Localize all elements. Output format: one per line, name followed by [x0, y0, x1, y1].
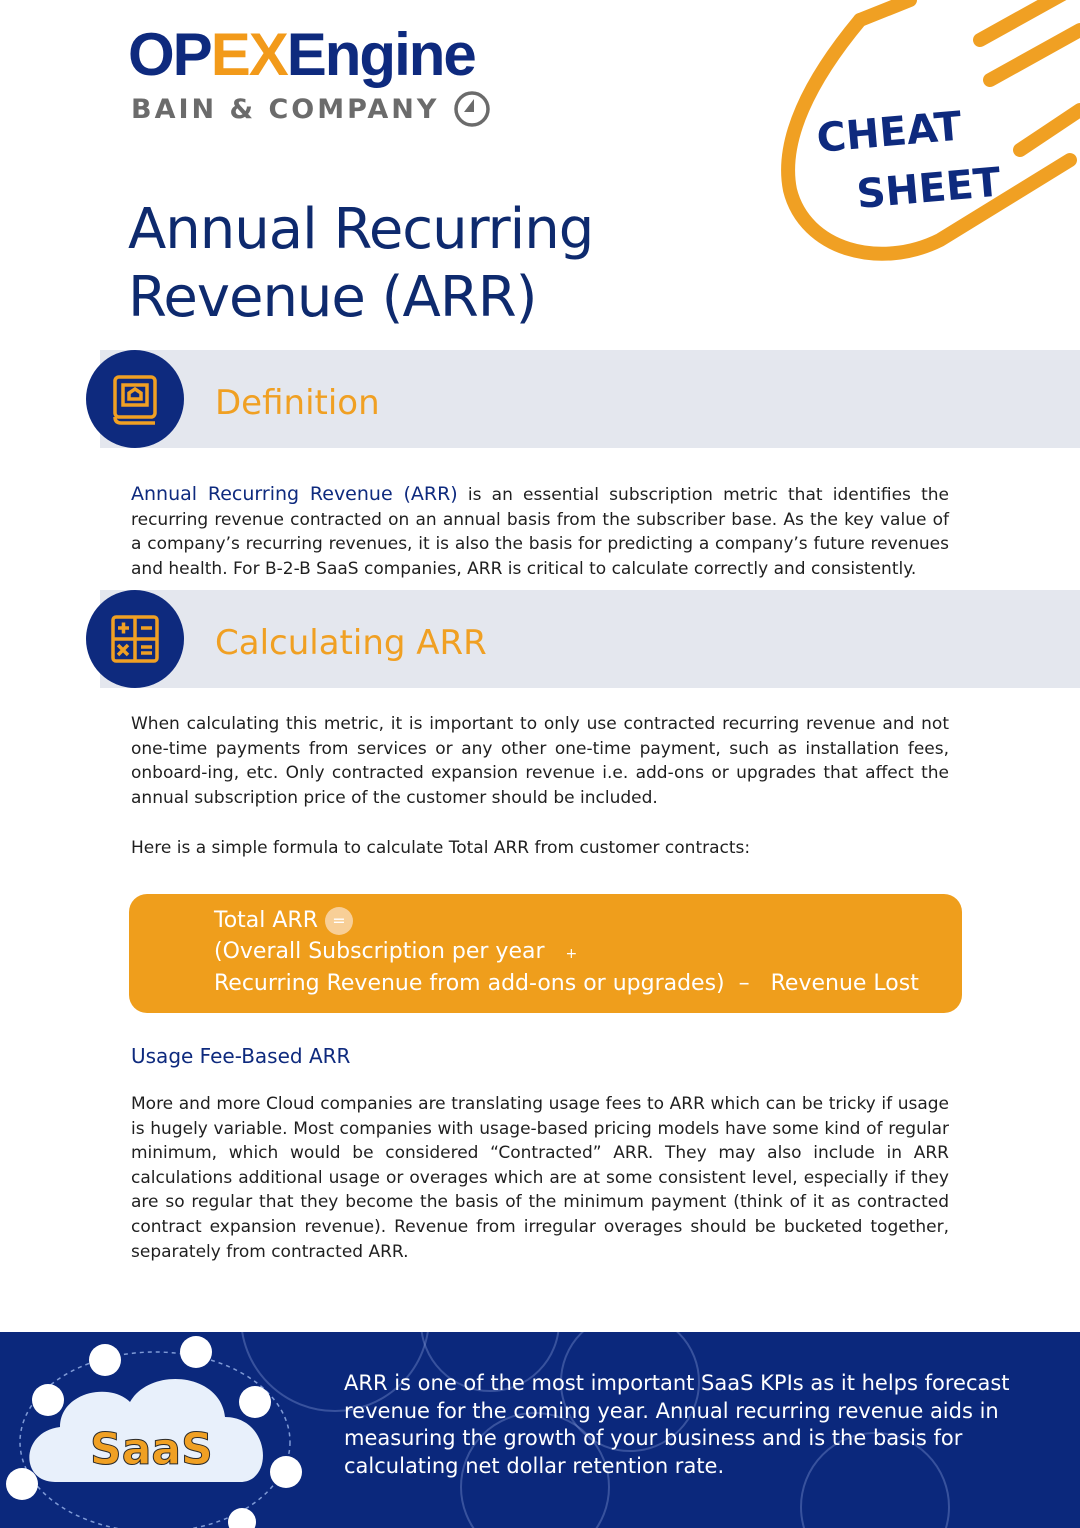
saas-cloud-illustration — [0, 1332, 320, 1528]
logo-text: Engine — [286, 21, 475, 88]
bain-logo — [131, 90, 491, 128]
formula-intro: Here is a simple formula to calculate Total ARR from customer contracts: — [131, 838, 751, 858]
calculating-heading: Calculating ARR — [215, 623, 487, 663]
formula-addons: Recurring Revenue from add-ons or upgrades) — [214, 971, 725, 996]
saas-label: SaaS — [90, 1424, 213, 1475]
bain-logo-icon — [453, 90, 491, 128]
usage-heading: Usage Fee-Based ARR — [131, 1044, 351, 1068]
opexengine-logo — [128, 22, 475, 88]
definition-term: Annual Recurring Revenue (ARR) — [131, 483, 458, 505]
calculating-text: When calculating this metric, it is important to only use contracted recurring revenue and not one-time payments from services or any other one-time payment, such as installation fees, onboard-ing, etc. Only contracted expansion revenue i.e. add-ons or upgrades that affect the annual subscription price of the customer should be included. — [131, 714, 949, 808]
formula-box — [129, 894, 962, 1013]
definition-heading: Definition — [215, 383, 380, 423]
plus-sign: + — [565, 945, 578, 962]
footer-text: ARR is one of the most important SaaS KPIs as it helps forecast revenue for the coming year. Annual recurring revenue aids in measuring the growth of your business and is the basis for calculating net dollar retention rate. — [344, 1371, 1010, 1478]
definition-text — [131, 482, 949, 581]
title-line: Revenue (ARR) — [128, 265, 537, 330]
cheat-label: CHEAT — [814, 103, 964, 162]
bain-logo-text: BAIN & COMPANY — [131, 93, 440, 125]
sheet-label: SHEET — [854, 159, 1003, 218]
definition-body: is an essential subscription metric that identifies the recurring revenue contracted on an annual basis from the subscriber base. As the key value of a company’s recurring revenues, it is also the basis for predicting a company’s future revenues and health. For B-2-B SaaS companies, ARR is critical to calculate correctly and consistently. — [131, 485, 949, 579]
logo-text: OP — [128, 21, 211, 88]
book-icon — [86, 350, 184, 448]
minus-sign: – — [738, 971, 750, 996]
logo-text-accent: EX — [210, 21, 287, 88]
calculator-icon — [86, 590, 184, 688]
formula-revenue-lost: Revenue Lost — [770, 971, 919, 996]
title-line: Annual Recurring — [128, 197, 594, 262]
equals-sign: = — [325, 907, 353, 935]
formula-subscription: (Overall Subscription per year — [214, 938, 545, 964]
formula-total: Total ARR — [214, 908, 318, 933]
usage-text: More and more Cloud companies are translating usage fees to ARR which can be tricky if usage is hugely variable. Most companies with usage-based pricing models have some kind of regular minimum, which would be considered “Contracted” ARR. They may also include in ARR calculations additional usage or overages which are at some consistent level, especially if they are so regular that they become the basis of the minimum payment (think of it as contracted contract expansion revenue). Revenue from irregular overages should be bucketed together, separately from contracted ARR. — [131, 1094, 949, 1262]
cheat-sheet-hand-graphic — [770, 0, 1080, 280]
page-title — [128, 196, 593, 332]
